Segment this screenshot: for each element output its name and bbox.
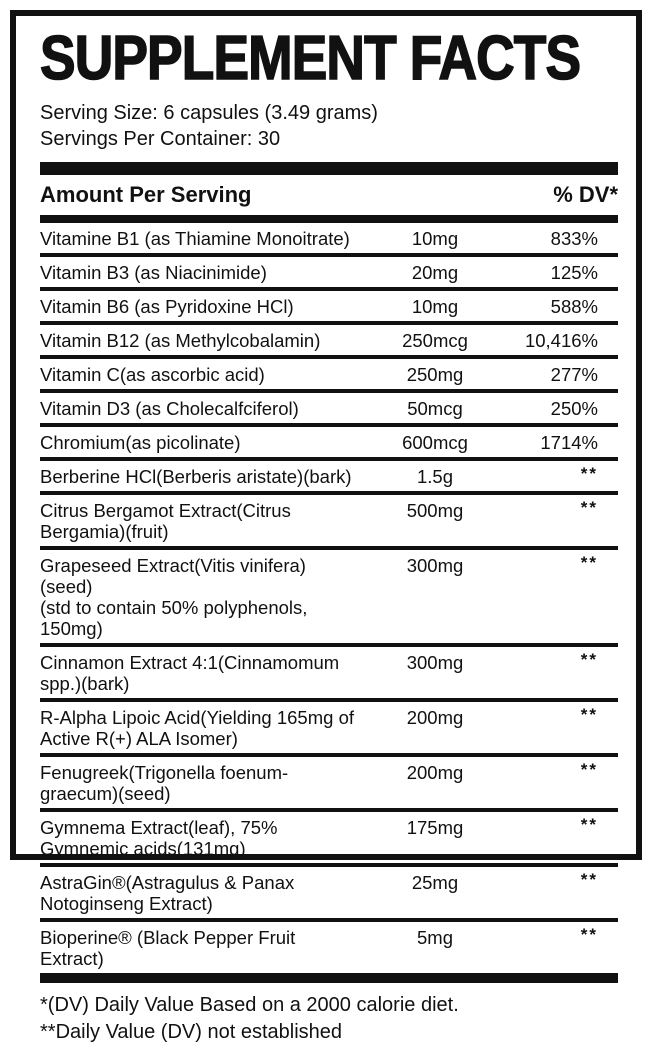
- table-row: [40, 461, 618, 495]
- ingredient-dv: **: [580, 497, 598, 517]
- ingredient-dv: **: [580, 649, 598, 669]
- ingredient-dv: **: [580, 814, 598, 834]
- ingredient-dv: **: [580, 704, 598, 724]
- percent-dv-header: % DV*: [553, 182, 618, 207]
- ingredient-name-line1: R-Alpha Lipoic Acid(Yielding 165mg of: [40, 706, 354, 728]
- ingredient-amount: 300mg: [406, 554, 464, 576]
- ingredient-dv: **: [580, 924, 598, 944]
- ingredient-name: Berberine HCl(Berberis aristate)(bark): [40, 465, 352, 487]
- ingredient-amount: 250mcg: [402, 329, 468, 351]
- table-row: [40, 922, 618, 983]
- ingredient-dv: 125%: [550, 261, 598, 283]
- table-row: [40, 393, 618, 427]
- ingredient-amount: 10mg: [411, 227, 459, 249]
- ingredient-name: [40, 555, 360, 639]
- ingredient-dv: 1714%: [540, 431, 598, 453]
- amount-per-serving-header: Amount Per Serving: [40, 182, 252, 207]
- table-row: [40, 867, 618, 922]
- ingredient-name: Fenugreek(Trigonella foenum-graecum)(seed): [40, 761, 289, 804]
- ingredient-name: AstraGin®(Astragulus & Panax Notoginseng Extract): [40, 871, 295, 914]
- footnote-dv-basis: *(DV) Daily Value Based on a 2000 calorie diet.: [40, 994, 459, 1016]
- ingredient-name: Vitamin C(as ascorbic acid): [40, 363, 265, 385]
- ingredient-dv: **: [580, 869, 598, 889]
- ingredient-dv: 588%: [550, 295, 598, 317]
- ingredient-amount: 20mg: [411, 261, 459, 283]
- serving-info: [40, 100, 618, 152]
- ingredient-amount: 50mcg: [407, 397, 463, 419]
- table-row: [40, 257, 618, 291]
- table-row: [40, 757, 618, 812]
- ingredient-name-line2: Active R(+) ALA Isomer): [40, 727, 238, 749]
- ingredient-name: Citrus Bergamot Extract(Citrus Bergamia)(fruit): [40, 499, 291, 542]
- footnote-dv-not-established: **Daily Value (DV) not established: [40, 1021, 343, 1043]
- table-row: [40, 291, 618, 325]
- table-row: [40, 359, 618, 393]
- ingredient-amount: 250mg: [406, 363, 464, 385]
- footnotes: [40, 992, 618, 1046]
- ingredient-dv: 10,416%: [524, 329, 598, 351]
- ingredient-dv: **: [580, 759, 598, 779]
- ingredient-amount: 600mcg: [402, 431, 468, 453]
- serving-size: Serving Size: 6 capsules (3.49 grams): [40, 102, 378, 124]
- table-row: [40, 550, 618, 647]
- table-row: [40, 812, 618, 867]
- ingredient-name: Gymnema Extract(leaf), 75% Gymnemic acids(131mg): [40, 816, 278, 859]
- ingredient-name: [40, 707, 360, 749]
- ingredient-name: Vitamin B6 (as Pyridoxine HCl): [40, 295, 294, 317]
- servings-per-container: Servings Per Container: 30: [40, 128, 281, 150]
- ingredient-name: Chromium(as picolinate): [40, 431, 241, 453]
- ingredient-amount: 175mg: [406, 816, 464, 838]
- panel-title: SUPPLEMENT FACTS: [40, 24, 581, 93]
- ingredient-amount: 200mg: [406, 706, 464, 728]
- ingredient-name-line1: Grapeseed Extract(Vitis vinifera)(seed): [40, 554, 306, 597]
- ingredient-name-line2: (std to contain 50% polyphenols, 150mg): [40, 596, 308, 639]
- ingredient-amount: 25mg: [411, 871, 459, 893]
- ingredient-name: Vitamine B1 (as Thiamine Monoitrate): [40, 227, 350, 249]
- ingredient-amount: 1.5g: [416, 465, 453, 487]
- ingredient-amount: 10mg: [411, 295, 459, 317]
- supplement-facts-panel: [10, 10, 642, 1043]
- table-row: [40, 325, 618, 359]
- table-row: [40, 223, 618, 257]
- ingredient-amount: 5mg: [417, 926, 453, 948]
- ingredient-table: [40, 223, 618, 983]
- ingredient-amount: 300mg: [406, 651, 464, 673]
- ingredient-amount: 200mg: [406, 761, 464, 783]
- ingredient-dv: **: [580, 552, 598, 572]
- table-row: [40, 427, 618, 461]
- ingredient-dv: **: [580, 463, 598, 483]
- ingredient-name: Vitamin B12 (as Methylcobalamin): [40, 329, 321, 351]
- table-header: [40, 175, 618, 215]
- ingredient-name: Vitamin B3 (as Niacinimide): [40, 261, 267, 283]
- table-row: [40, 702, 618, 757]
- section-divider-bar: [40, 162, 618, 175]
- ingredient-name: Bioperine® (Black Pepper Fruit Extract): [40, 926, 296, 969]
- table-row: [40, 647, 618, 702]
- ingredient-dv: 277%: [550, 363, 598, 385]
- ingredient-dv: 250%: [550, 397, 598, 419]
- ingredient-dv: 833%: [550, 227, 598, 249]
- ingredient-name: Cinnamon Extract 4:1(Cinnamomum spp.)(bark): [40, 651, 340, 694]
- ingredient-name: Vitamin D3 (as Cholecalfciferol): [40, 397, 299, 419]
- header-divider-bar: [40, 215, 618, 223]
- table-row: [40, 495, 618, 550]
- ingredient-amount: 500mg: [406, 499, 464, 521]
